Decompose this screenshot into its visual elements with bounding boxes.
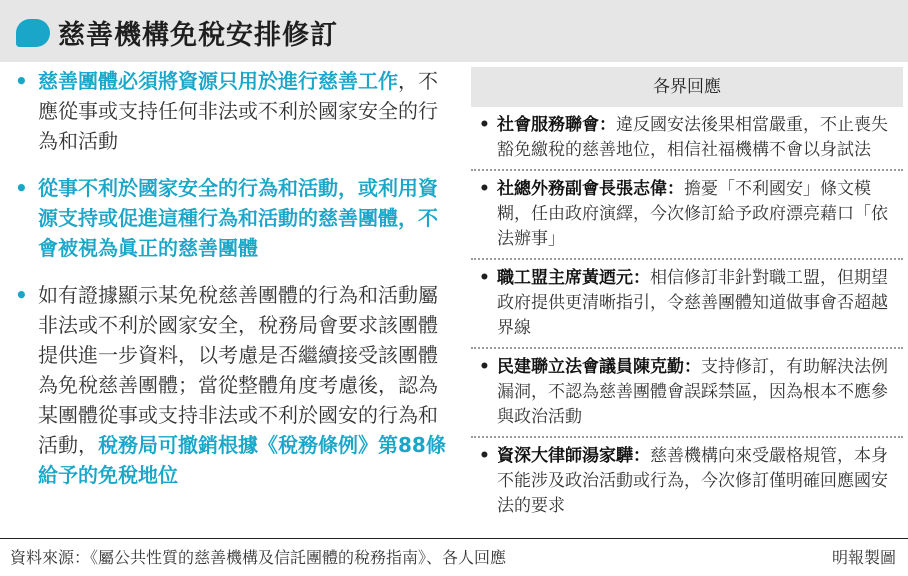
response-item	[471, 260, 903, 349]
response-item	[471, 438, 903, 525]
key-point	[12, 66, 452, 156]
response-speaker: 民建聯立法會議員陳克勤：	[497, 357, 701, 377]
footer-divider	[0, 538, 908, 539]
response-text: 擔憂「不利國安」條文模糊，任由政府演繹，今次修訂給予政府漂亮藉口「依法辦事」	[497, 179, 888, 249]
responses-panel	[471, 67, 903, 525]
bullet-icon: •	[15, 176, 28, 200]
bullet-icon: •	[15, 283, 28, 307]
response-text: 違反國安法後果相當嚴重，不止喪失豁免繳稅的慈善地位，相信社福機構不會以身試法	[497, 115, 888, 160]
key-point-highlight: 慈善團體必須將資源只用於進行慈善工作	[38, 69, 398, 93]
speech-bubble-icon	[16, 19, 50, 47]
response-speaker: 資深大律師湯家驊：	[497, 446, 650, 466]
key-point-highlight: 從事不利於國家安全的行為和活動，或利用資源支持或促進這種行為和活動的慈善團體，不會被視為眞正的慈善團體	[38, 176, 438, 260]
key-points	[12, 66, 452, 490]
response-text: 支持修訂，有助解決法例漏洞，不認為慈善團體會誤踩禁區，因為根本不應參與政治活動	[497, 357, 888, 427]
response-text: 相信修訂非針對職工盟，但期望政府提供更清晰指引，令慈善團體知道做事會否超越界線	[497, 268, 888, 338]
response-item	[471, 107, 903, 171]
bullet-icon: •	[479, 446, 490, 466]
key-point	[12, 280, 452, 490]
response-speaker: 職工盟主席黃迺元：	[497, 268, 650, 288]
header-bar	[0, 0, 908, 62]
page-title: 慈善機構免稅安排修訂	[58, 20, 338, 51]
response-item	[471, 349, 903, 438]
key-point-text: 如有證據顯示某免稅慈善團體的行為和活動屬非法或不利於國家安全，稅務局會要求該團體提供進一步資料，以考慮是否繼續接受該團體為免稅慈善團體；當從整體角度考慮後，認為某團體從事或支持非法或不利於國安的行為和活動，	[38, 283, 438, 457]
response-item	[471, 171, 903, 260]
bullet-icon: •	[15, 69, 28, 93]
key-point-text: ，不應從事或支持任何非法或不利於國家安全的行為和活動	[38, 69, 438, 153]
source-note: 資料來源：《屬公共性質的慈善機構及信託團體的稅務指南》、各人回應	[10, 548, 507, 567]
bullet-icon: •	[479, 179, 490, 199]
response-speaker: 社總外務副會長張志偉：	[497, 179, 684, 199]
response-speaker: 社會服務聯會：	[497, 115, 616, 135]
bullet-icon: •	[479, 268, 490, 288]
key-point-highlight: 稅務局可撤銷根據《稅務條例》第88條給予的免稅地位	[38, 433, 446, 487]
bullet-icon: •	[479, 115, 490, 135]
response-text: 慈善機構向來受嚴格規管，本身不能涉及政治活動或行為，今次修訂僅明確回應國安法的要求	[497, 446, 888, 516]
bullet-icon: •	[479, 357, 490, 377]
credit-note: 明報製圖	[831, 548, 896, 567]
responses-heading: 各界回應	[471, 67, 903, 107]
key-point	[12, 173, 452, 263]
